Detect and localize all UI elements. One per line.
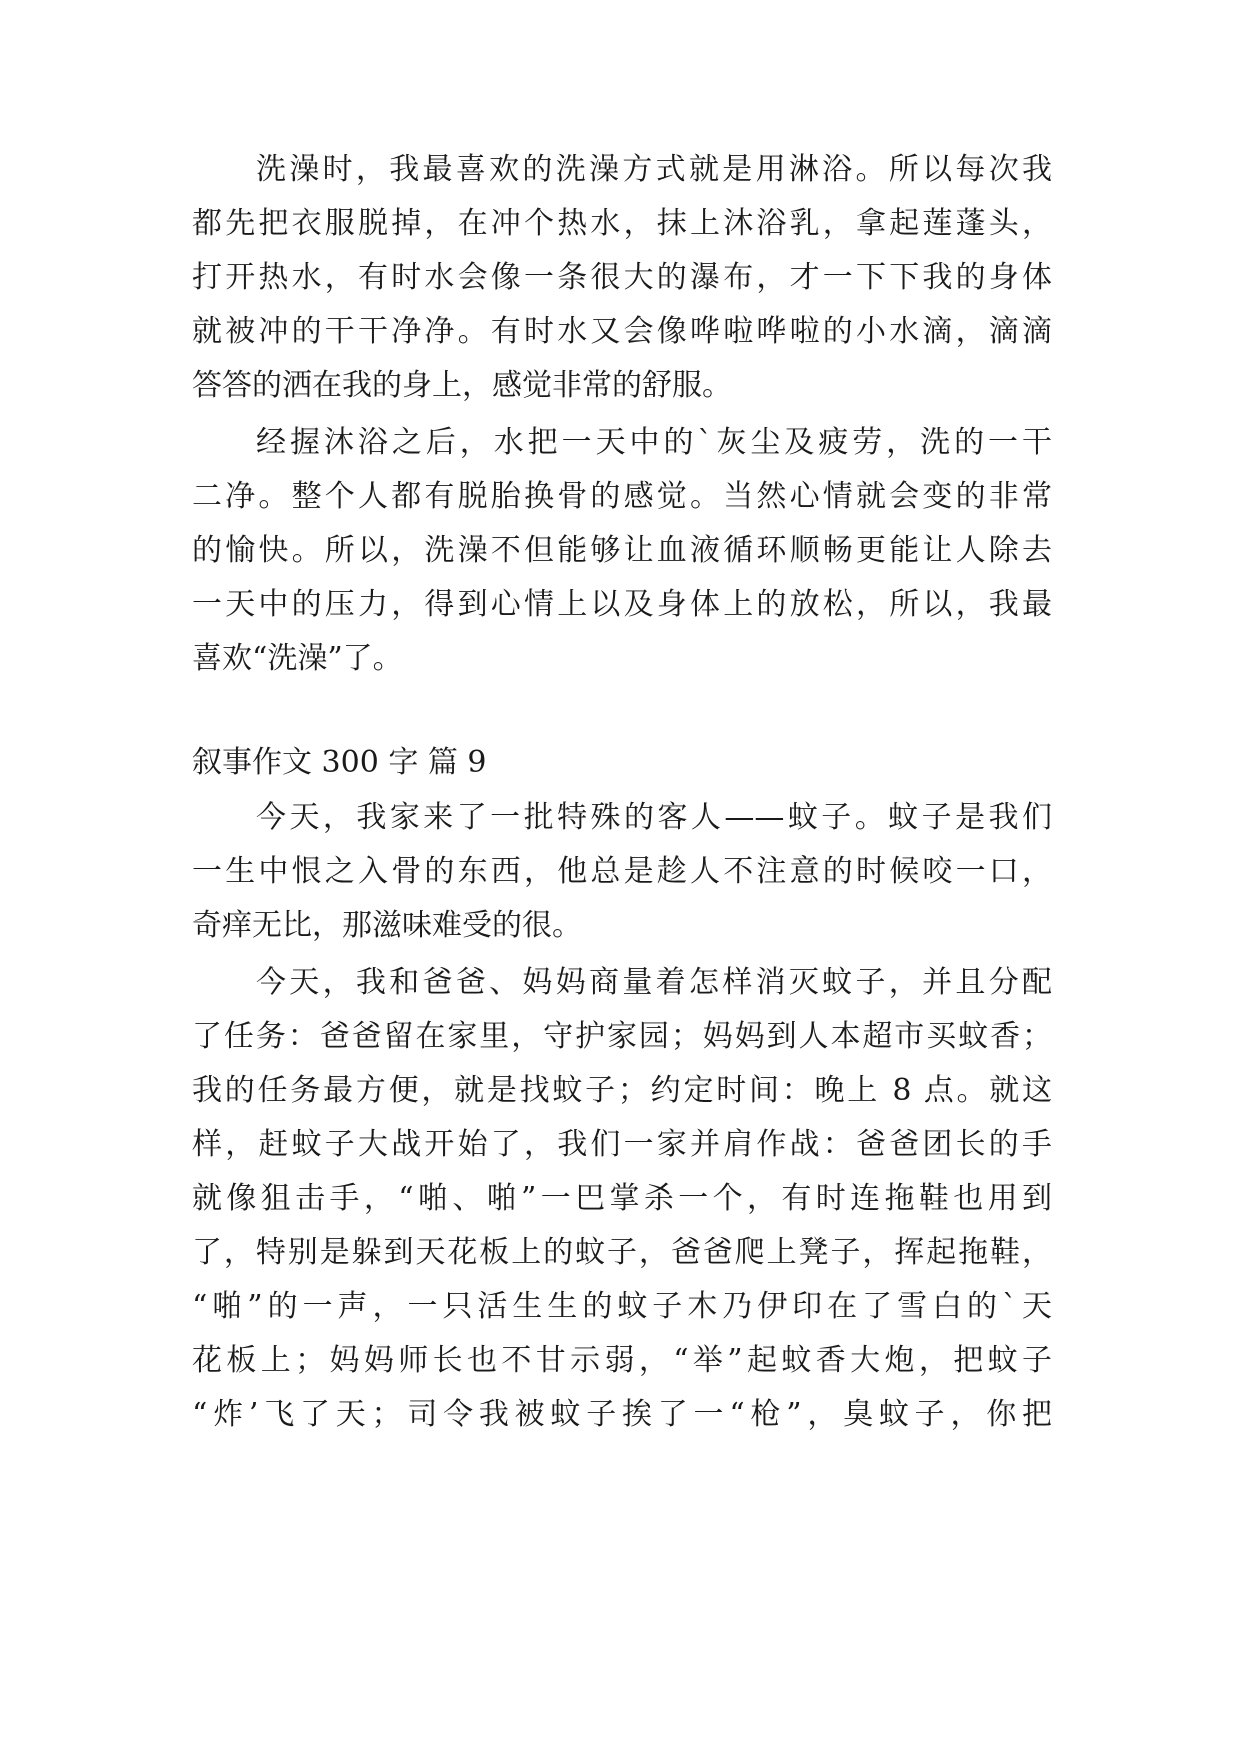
section-title: 叙事作文 300 字 篇 9 [192,745,487,780]
text-line: 喜欢“洗澡”了。 [192,641,403,676]
text-line: 洗澡时，我最喜欢的洗澡方式就是用淋浴。所以每次我 [256,152,1052,187]
text-line: 就像狙击手，“啪、啪”一巴掌杀一个，有时连拖鞋也用到 [192,1181,1052,1216]
text-line: 一天中的压力，得到心情上以及身体上的放松，所以，我最 [192,587,1052,622]
text-line: “啪”的一声，一只活生生的蚊子木乃伊印在了雪白的`天 [192,1289,1052,1324]
text-line: 了，特别是躲到天花板上的蚊子，爸爸爬上凳子，挥起拖鞋， [192,1235,1052,1270]
text-line: 今天，我家来了一批特殊的客人——蚊子。蚊子是我们 [256,800,1052,835]
text-line: 的愉快。所以，洗澡不但能够让血液循环顺畅更能让人除去 [192,533,1052,568]
text-line: 就被冲的干干净净。有时水又会像哗啦哗啦的小水滴，滴滴 [192,314,1052,349]
text-line: 答答的洒在我的身上，感觉非常的舒服。 [192,368,732,403]
text-line: 经握沐浴之后，水把一天中的`灰尘及疲劳，洗的一干 [256,425,1052,460]
text-line: 打开热水，有时水会像一条很大的瀑布，才一下下我的身体 [192,260,1052,295]
text-line: 一生中恨之入骨的东西，他总是趁人不注意的时候咬一口， [192,854,1052,889]
text-line: 我的任务最方便，就是找蚊子；约定时间：晚上 8 点。就这 [192,1073,1052,1108]
text-line: 二净。整个人都有脱胎换骨的感觉。当然心情就会变的非常 [192,479,1052,514]
text-line: “炸’飞了天；司令我被蚊子挨了一“枪”，臭蚊子，你把 [192,1397,1052,1432]
text-line: 了任务：爸爸留在家里，守护家园；妈妈到人本超市买蚊香； [192,1019,1052,1054]
text-line: 都先把衣服脱掉，在冲个热水，抹上沐浴乳，拿起莲蓬头， [192,206,1052,241]
text-line: 奇痒无比，那滋味难受的很。 [192,908,582,943]
text-line: 花板上；妈妈师长也不甘示弱，“举”起蚊香大炮，把蚊子 [192,1343,1052,1378]
text-line: 今天，我和爸爸、妈妈商量着怎样消灭蚊子，并且分配 [256,965,1052,1000]
text-line: 样，赶蚊子大战开始了，我们一家并肩作战：爸爸团长的手 [192,1127,1052,1162]
